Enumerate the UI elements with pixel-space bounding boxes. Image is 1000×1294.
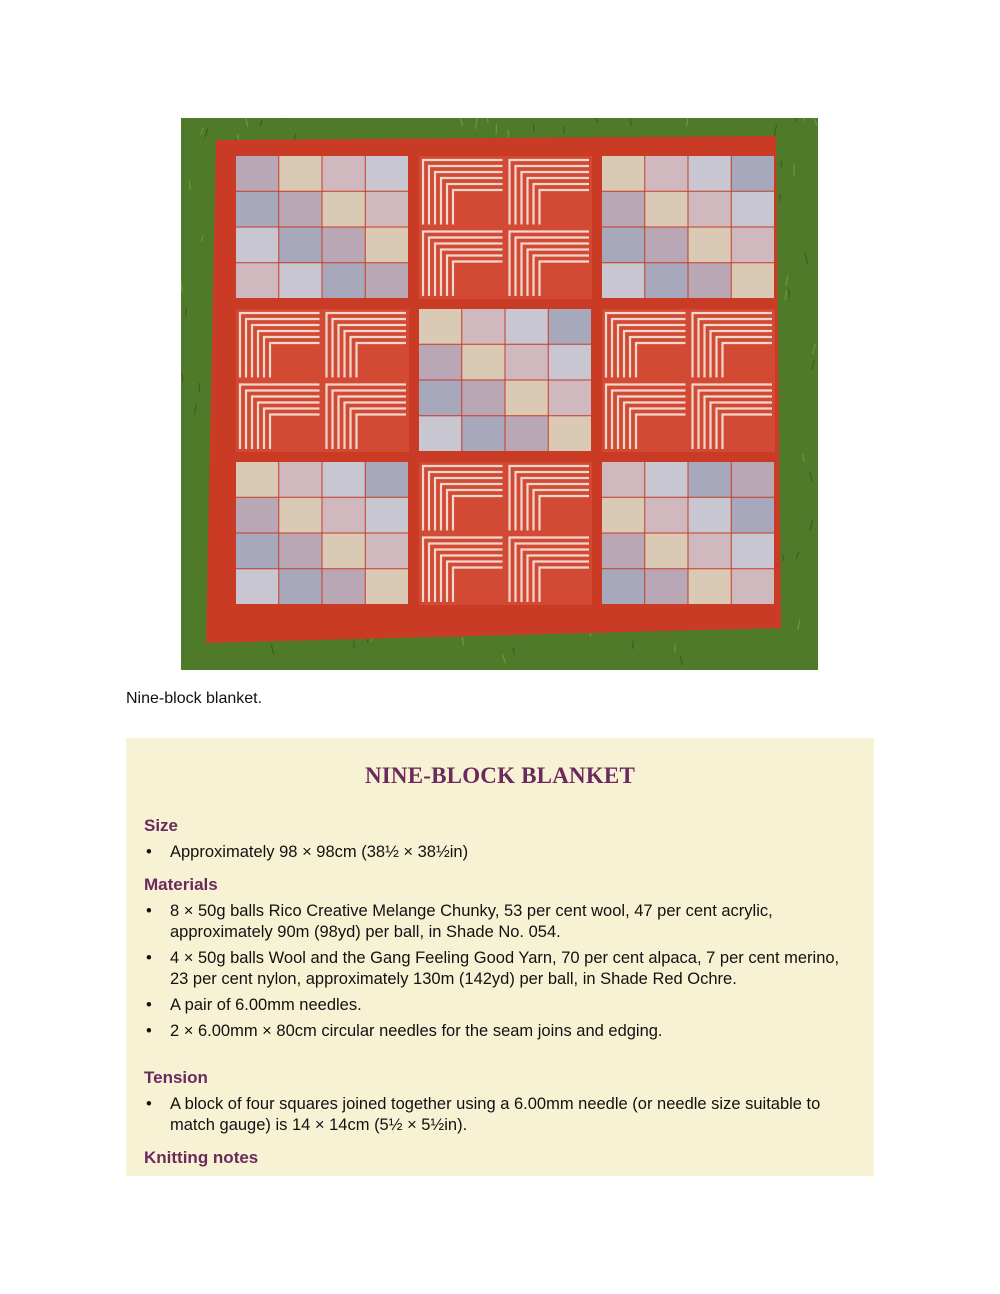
pastel-square xyxy=(602,498,644,533)
pastel-square xyxy=(602,156,644,191)
grass-blade xyxy=(508,130,509,137)
pastel-square xyxy=(279,462,321,497)
pastel-square xyxy=(236,156,278,191)
pastel-square xyxy=(549,345,591,380)
bullet-icon: • xyxy=(146,843,152,861)
pastel-square xyxy=(462,381,504,416)
pastel-square xyxy=(549,309,591,344)
pastel-square xyxy=(419,416,461,451)
list-item-text: Approximately 98 × 98cm (38½ × 38½in) xyxy=(170,843,469,861)
pastel-square xyxy=(549,381,591,416)
pastel-square xyxy=(732,263,774,298)
pastel-square xyxy=(279,192,321,227)
pastel-square xyxy=(462,345,504,380)
pastel-square xyxy=(323,156,365,191)
pastel-square xyxy=(689,263,731,298)
bullet-icon: • xyxy=(146,949,152,967)
list-item-text: A block of four squares joined together using a 6.00mm needle (or needle size suitable to match gauge) is 14 × 14cm (5½ × 5½in). xyxy=(170,1095,821,1134)
pastel-square xyxy=(236,263,278,298)
pastel-square xyxy=(602,534,644,569)
pattern-box xyxy=(126,738,874,1176)
list-item-text: 2 × 6.00mm × 80cm circular needles for the seam joins and edging. xyxy=(170,1022,663,1040)
list-item xyxy=(144,948,856,990)
section-size xyxy=(144,816,856,868)
pastel-square xyxy=(689,228,731,263)
pastel-square xyxy=(645,534,687,569)
pastel-square xyxy=(279,263,321,298)
pastel-square xyxy=(419,309,461,344)
pastel-square xyxy=(419,345,461,380)
grass-blade xyxy=(675,643,676,652)
section-materials xyxy=(144,875,856,1047)
pastel-square xyxy=(645,192,687,227)
pastel-square xyxy=(366,192,408,227)
grass-blade xyxy=(185,308,186,317)
grass-blade xyxy=(182,373,183,382)
list-item xyxy=(144,1021,856,1042)
pastel-square xyxy=(366,156,408,191)
pastel-square xyxy=(323,569,365,604)
pastel-square xyxy=(366,498,408,533)
pastel-square xyxy=(732,462,774,497)
list-item xyxy=(144,842,856,863)
pastel-square xyxy=(236,228,278,263)
item-list xyxy=(144,1094,856,1136)
list-item xyxy=(144,901,856,943)
pastel-square xyxy=(689,462,731,497)
pastel-square xyxy=(506,309,548,344)
pastel-square xyxy=(689,498,731,533)
item-list xyxy=(144,842,856,863)
grass-blade xyxy=(564,127,565,134)
pastel-square xyxy=(419,381,461,416)
pastel-square xyxy=(645,569,687,604)
pastel-square xyxy=(279,498,321,533)
section-heading: Size xyxy=(144,816,179,835)
pastel-square xyxy=(323,263,365,298)
pastel-square xyxy=(236,192,278,227)
pastel-square xyxy=(602,569,644,604)
list-item-text: A pair of 6.00mm needles. xyxy=(170,996,362,1014)
pastel-square xyxy=(366,534,408,569)
pastel-square xyxy=(732,534,774,569)
pastel-square xyxy=(732,192,774,227)
pastel-square xyxy=(506,416,548,451)
pastel-square xyxy=(645,462,687,497)
pastel-square xyxy=(732,228,774,263)
section-heading: Knitting notes xyxy=(144,1148,259,1167)
pastel-square xyxy=(323,192,365,227)
grass-blade xyxy=(633,641,634,649)
pastel-square xyxy=(732,156,774,191)
pastel-square xyxy=(366,569,408,604)
blanket-photo xyxy=(181,118,818,670)
pastel-square xyxy=(236,569,278,604)
pastel-square xyxy=(645,228,687,263)
pastel-square xyxy=(506,345,548,380)
pastel-square xyxy=(689,156,731,191)
list-item xyxy=(144,1094,856,1136)
grass-blade xyxy=(783,555,784,562)
pastel-square xyxy=(732,569,774,604)
pastel-square xyxy=(323,228,365,263)
pastel-square xyxy=(645,156,687,191)
pastel-square xyxy=(462,416,504,451)
pastel-square xyxy=(279,228,321,263)
pastel-square xyxy=(279,534,321,569)
pastel-square xyxy=(689,569,731,604)
pastel-square xyxy=(645,498,687,533)
pastel-square xyxy=(279,156,321,191)
pastel-square xyxy=(689,534,731,569)
pastel-square xyxy=(323,462,365,497)
bullet-icon: • xyxy=(146,1022,152,1040)
pastel-square xyxy=(689,192,731,227)
section-heading: Materials xyxy=(144,875,218,894)
pastel-square xyxy=(645,263,687,298)
bullet-icon: • xyxy=(146,996,152,1014)
item-list xyxy=(144,901,856,1042)
section-tension xyxy=(144,1068,856,1141)
pastel-square xyxy=(602,228,644,263)
pastel-square xyxy=(279,569,321,604)
pastel-square xyxy=(236,462,278,497)
pastel-square xyxy=(732,498,774,533)
pastel-square xyxy=(366,263,408,298)
bullet-icon: • xyxy=(146,902,152,920)
pattern-title: NINE-BLOCK BLANKET xyxy=(364,763,636,788)
photo-caption: Nine-block blanket. xyxy=(126,690,263,707)
section-heading: Tension xyxy=(144,1068,208,1087)
bullet-icon: • xyxy=(146,1095,152,1113)
pastel-square xyxy=(366,462,408,497)
pastel-square xyxy=(323,534,365,569)
section-knitting-notes xyxy=(144,1148,856,1168)
list-item xyxy=(144,995,856,1016)
pastel-square xyxy=(549,416,591,451)
pastel-square xyxy=(236,534,278,569)
pastel-square xyxy=(236,498,278,533)
pastel-square xyxy=(602,462,644,497)
pastel-square xyxy=(323,498,365,533)
pastel-square xyxy=(506,381,548,416)
pastel-square xyxy=(462,309,504,344)
blanket-photo-image xyxy=(181,118,818,670)
list-item-text: 8 × 50g balls Rico Creative Melange Chunky, 53 per cent wool, 47 per cent acrylic, approximately 90m (98yd) per ball, in Shade No. 054. xyxy=(170,902,773,941)
pastel-square xyxy=(602,263,644,298)
pastel-square xyxy=(602,192,644,227)
pastel-square xyxy=(366,228,408,263)
list-item-text: 4 × 50g balls Wool and the Gang Feeling Good Yarn, 70 per cent alpaca, 7 per cent merino, 23 per cent nylon, approximately 130m (142yd) per ball, in Shade Red Ochre. xyxy=(170,949,840,988)
